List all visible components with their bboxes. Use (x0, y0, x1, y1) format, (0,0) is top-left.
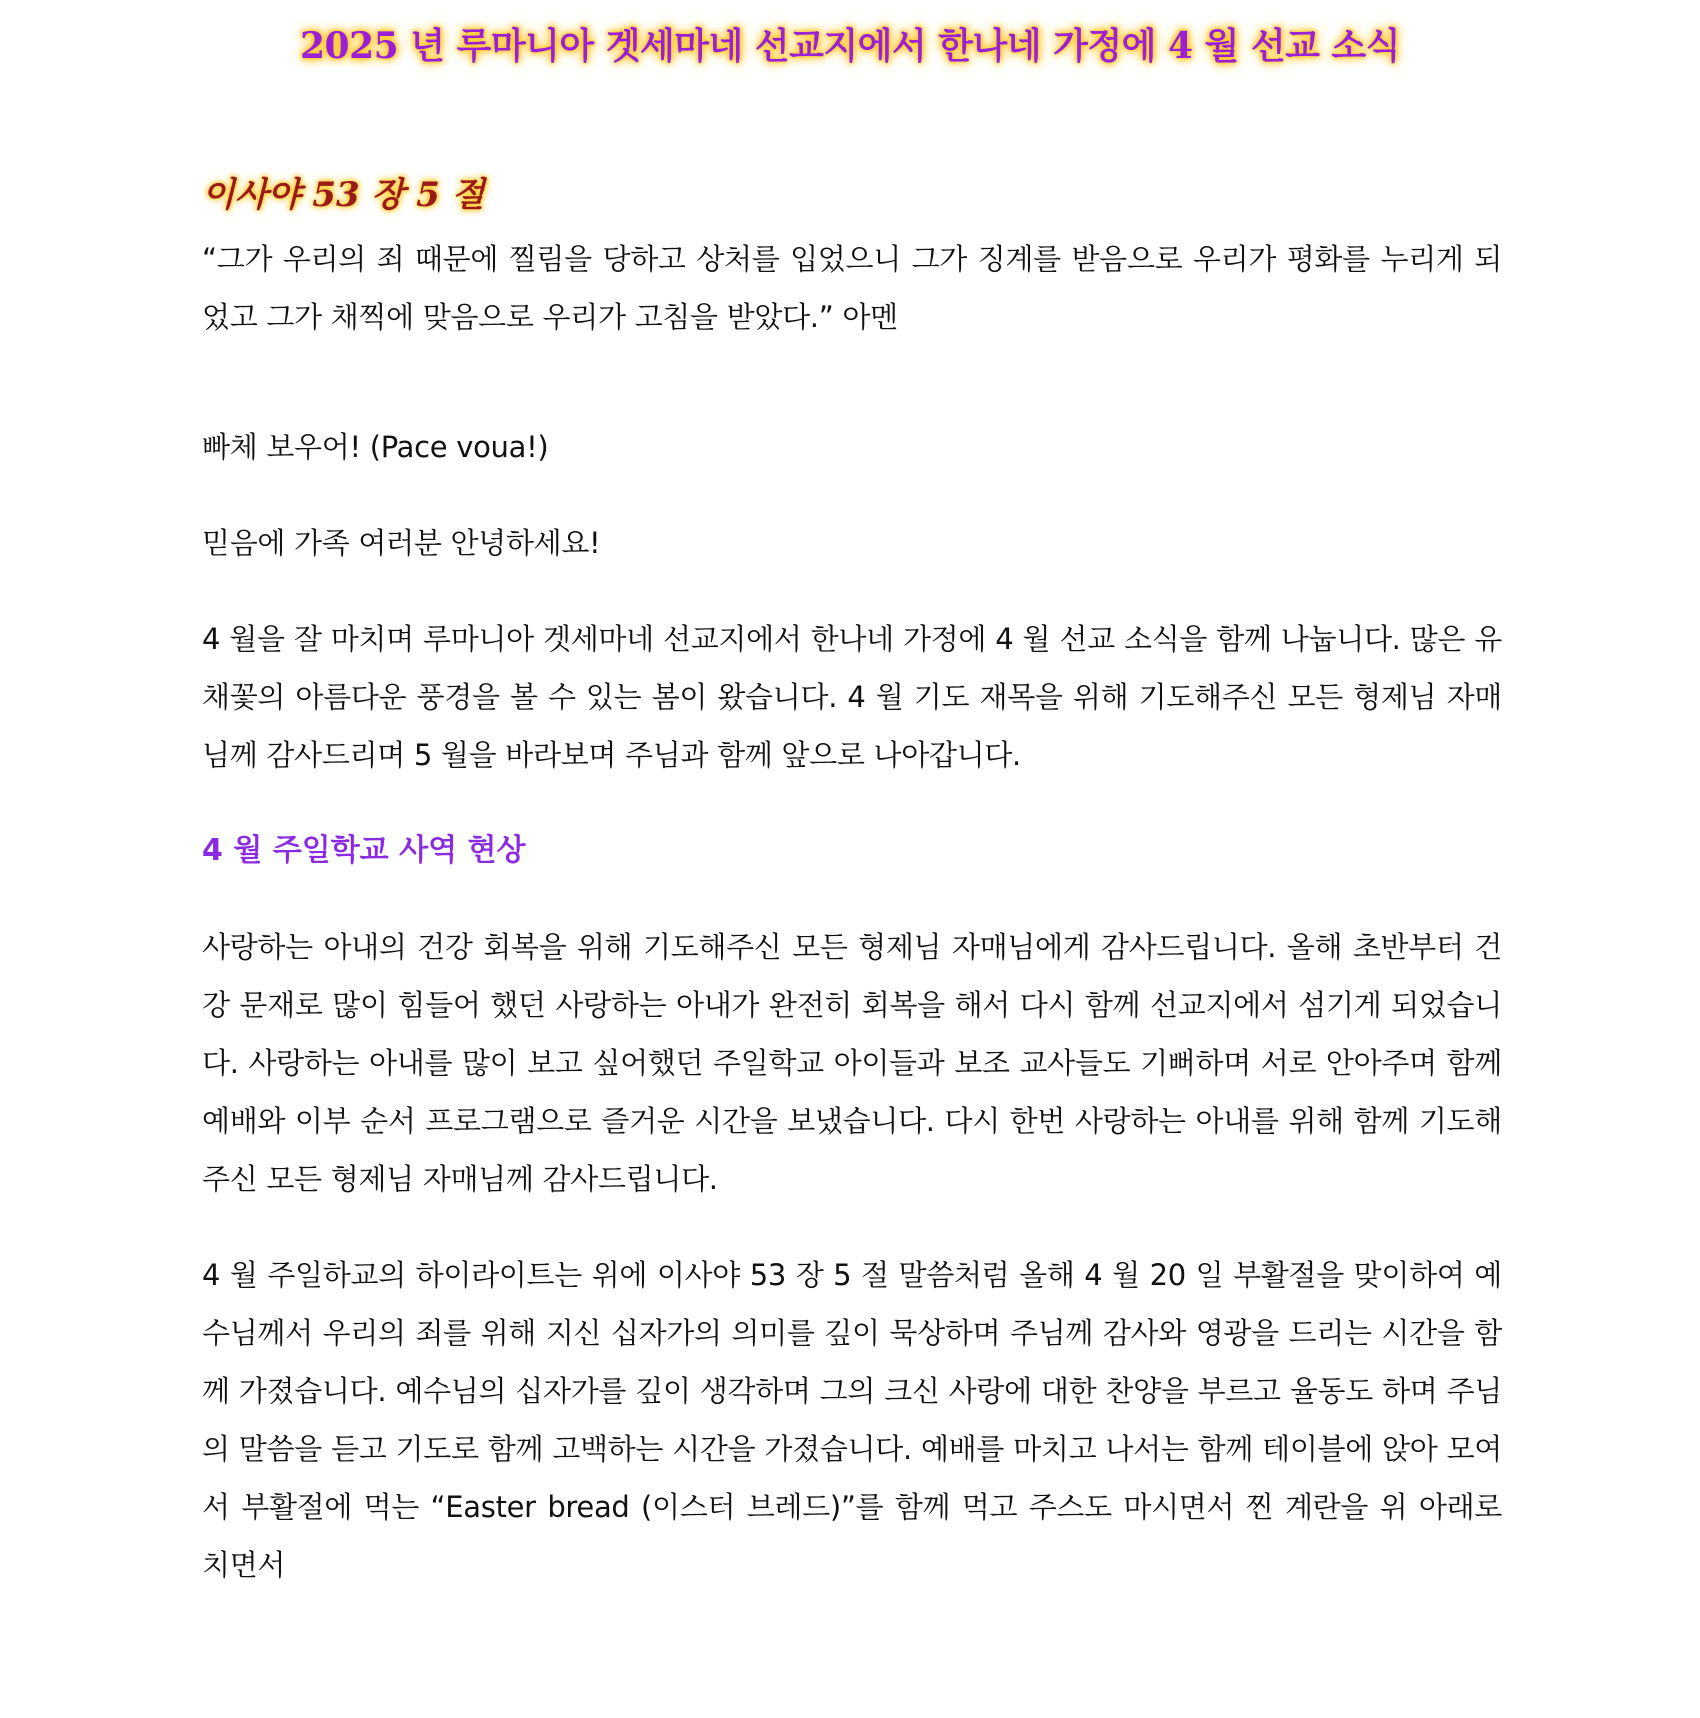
spacer (202, 476, 1502, 514)
intro-paragraph: 4 월을 잘 마치며 루마니아 겟세마네 선교지에서 한나네 가정에 4 월 선교 소식을 함께 나눕니다. 많은 유채꽃의 아름다운 풍경을 볼 수 있는 봄이 왔습니다. 4 월 기도 재목을 위해 기도해주신 모든 형제님 자매님께 감사드리며 5 월을 바라보며 주님과 함께 앞으로 나아갑니다. (202, 622, 1502, 772)
greeting-korean: 믿음에 가족 여러분 안녕하세요! (202, 526, 601, 560)
easter-paragraph: 4 월 주일하교의 하이라이트는 위에 이사야 53 장 5 절 말씀처럼 올해 4 월 20 일 부활절을 맞이하여 예수님께서 우리의 죄를 위해 지신 십자가의 의미를 깊이 묵상하며 주님께 감사와 영광을 드리는 시간을 함께 가졌습니다. 예수님의 십자가를 깊이 생각하며 그의 크신 사랑에 대한 찬양을 부르고 율동도 하며 주님의 말씀을 듣고 기도로 함께 고백하는 시간을 가졌습니다. 예배를 마치고 나서는 함께 테이블에 앉아 모여서 부활절에 먹는 “Easter bread (이스터 브레드)”를 함께 먹고 주스도 마시면서 찐 계란을 위 아래로 치면서 (202, 1258, 1502, 1582)
spacer (202, 346, 1502, 418)
document-body (202, 170, 1502, 1594)
verse-reference: 이사야 53 장 5 절 (202, 175, 485, 215)
spacer (202, 572, 1502, 610)
verse-text: “그가 우리의 죄 때문에 찔림을 당하고 상처를 입었으니 그가 징계를 받음으로 우리가 평화를 누리게 되었고 그가 채찍에 맞음으로 우리가 고침을 받았다.” 아멘 (202, 242, 1502, 334)
greeting-romanian: 빠체 보우어! (Pace voua!) (202, 430, 549, 464)
spacer (202, 784, 1502, 822)
spacer (202, 880, 1502, 918)
recovery-paragraph: 사랑하는 아내의 건강 회복을 위해 기도해주신 모든 형제님 자매님에게 감사드립니다. 올해 초반부터 건강 문재로 많이 힘들어 했던 사랑하는 아내가 완전히 회복을 해서 다시 함께 선교지에서 섬기게 되었습니다. 사랑하는 아내를 많이 보고 싶어했던 주일학교 아이들과 보조 교사들도 기뻐하며 서로 안아주며 함께 예배와 이부 순서 프로그램으로 즐거운 시간을 보냈습니다. 다시 한번 사랑하는 아내를 위해 함께 기도해주신 모든 형제님 자매님께 감사드립니다. (202, 930, 1502, 1196)
spacer (202, 1208, 1502, 1246)
section-heading: 4 월 주일학교 사역 현상 (202, 833, 526, 868)
newsletter-title: 2025 년 루마니아 겟세마네 선교지에서 한나네 가정에 4 월 선교 소식 (300, 25, 1400, 67)
